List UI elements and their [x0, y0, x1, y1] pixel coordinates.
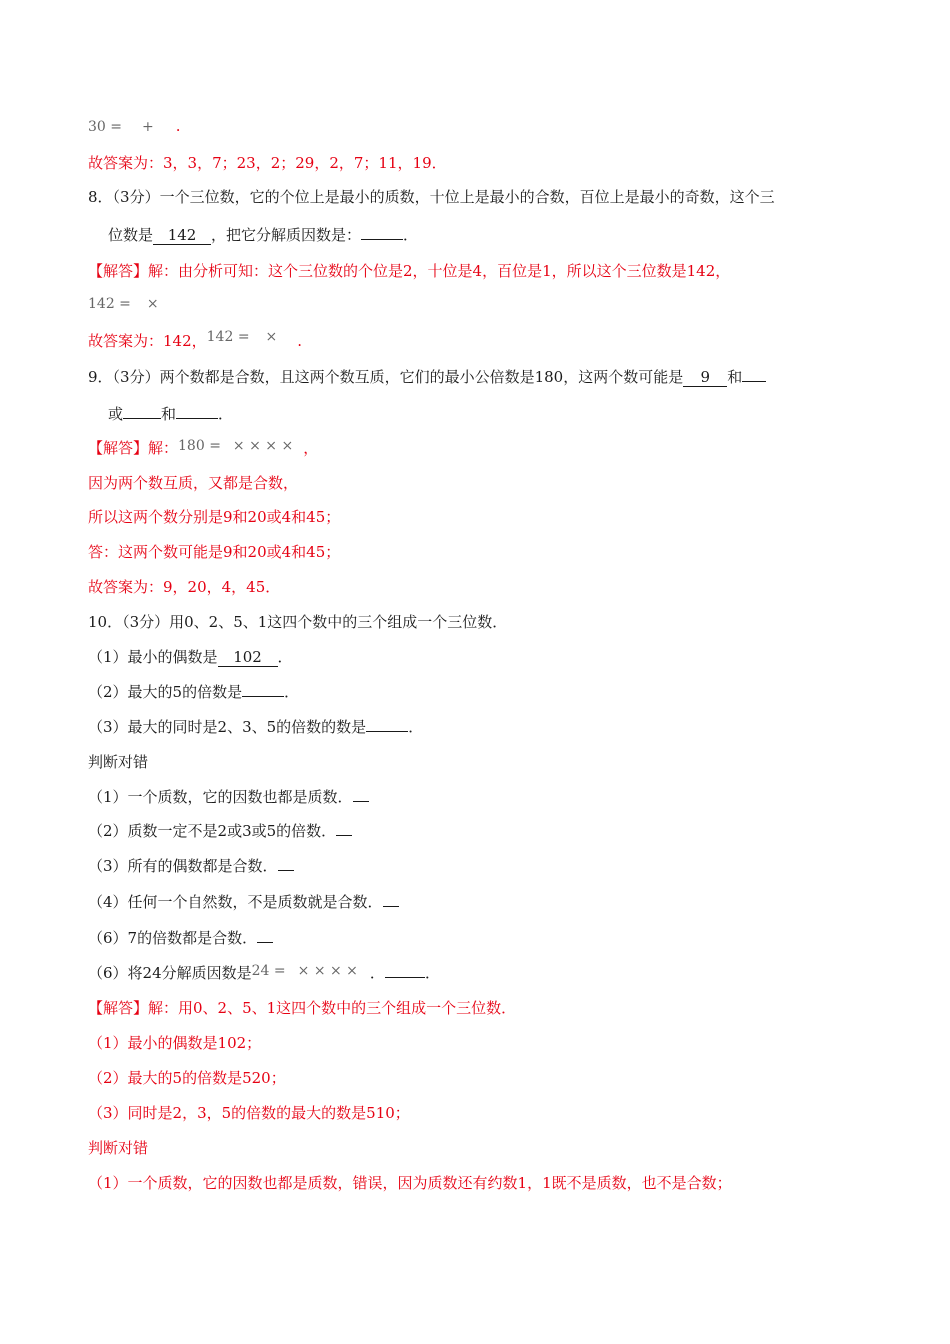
equation-30: 30 = + .	[88, 117, 181, 135]
answer-blank	[176, 404, 218, 419]
solution-8: 【解答】解：由分析可知：这个三位数的个位是2，十位是4，百位是1，所以这个三位数是142，	[88, 262, 731, 280]
question-9: 9．（3分）两个数都是合数，且这两个数互质，它们的最小公倍数是180，这两个数可能是 9 和	[88, 367, 766, 387]
answer-blank	[353, 787, 369, 802]
question-8-cont: 位数是 142 ，把它分解质因数是： ．	[108, 226, 419, 244]
answer-blank	[257, 928, 273, 943]
question-10-3: （3）最大的同时是2、3、5的倍数的数是 ．	[88, 718, 424, 736]
answer-blank	[385, 963, 425, 978]
judge-4: （4）任何一个自然数，不是质数就是合数．	[88, 892, 399, 912]
solution-10: 【解答】解：用0、2、5、1这四个数中的三个组成一个三位数．	[88, 999, 517, 1017]
question-10-2: （2）最大的5的倍数是 ．	[88, 683, 300, 701]
answer-9: 故答案为：9，20，4，45．	[88, 578, 281, 596]
solution-10-1: （1）最小的偶数是102；	[88, 1034, 262, 1052]
answer-blank-filled: 142	[153, 226, 211, 245]
answer-blank	[366, 717, 408, 732]
answer-line: 故答案为：3，3，7；23，2；29，2，7；11，19．	[88, 154, 447, 172]
answer-blank	[123, 404, 161, 419]
answer-blank-filled: 9	[683, 368, 727, 387]
judge-heading: 判断对错	[88, 753, 149, 771]
solution-judge-heading: 判断对错	[88, 1139, 149, 1157]
solution-10-2: （2）最大的5的倍数是520；	[88, 1069, 286, 1087]
question-10-1: （1）最小的偶数是 102 ．	[88, 648, 293, 666]
solution-9: 【解答】解：180 = × × × × ，	[88, 438, 319, 457]
question-10: 10．（3分）用0、2、5、1这四个数中的三个组成一个三位数．	[88, 613, 508, 631]
answer-blank	[742, 367, 766, 382]
answer-blank	[361, 225, 403, 240]
answer-8: 故答案为：142，142 = × .	[88, 329, 303, 350]
judge-6: （6）将24分解质因数是24 = × × × × ． ．	[88, 963, 440, 982]
judge-5: （6）7的倍数都是合数．	[88, 928, 273, 948]
solution-9-line3: 所以这两个数分别是9和20或4和45；	[88, 508, 341, 526]
solution-9-line4: 答：这两个数可能是9和20或4和45；	[88, 543, 341, 561]
answer-blank	[336, 821, 352, 836]
solution-9-line2: 因为两个数互质，又都是合数，	[88, 474, 299, 492]
answer-blank	[278, 856, 294, 871]
answer-blank	[383, 892, 399, 907]
equation-142: 142 = ×	[88, 296, 159, 312]
judge-3: （3）所有的偶数都是合数．	[88, 856, 294, 876]
solution-judge-1: （1）一个质数，它的因数也都是质数，错误，因为质数还有约数1，1既不是质数，也不是合数；	[88, 1174, 732, 1192]
solution-10-3: （3）同时是2，3，5的倍数的最大的数是510；	[88, 1104, 410, 1122]
judge-2: （2）质数一定不是2或3或5的倍数．	[88, 821, 352, 841]
judge-1: （1）一个质数，它的因数也都是质数．	[88, 787, 369, 807]
question-9-cont: 或 和 ．	[108, 405, 234, 423]
answer-blank-filled: 102	[218, 648, 278, 667]
answer-blank	[242, 682, 284, 697]
question-8: 8．（3分）一个三位数，它的个位上是最小的质数，十位上是最小的合数，百位上是最小的奇数，这个三	[88, 188, 775, 206]
